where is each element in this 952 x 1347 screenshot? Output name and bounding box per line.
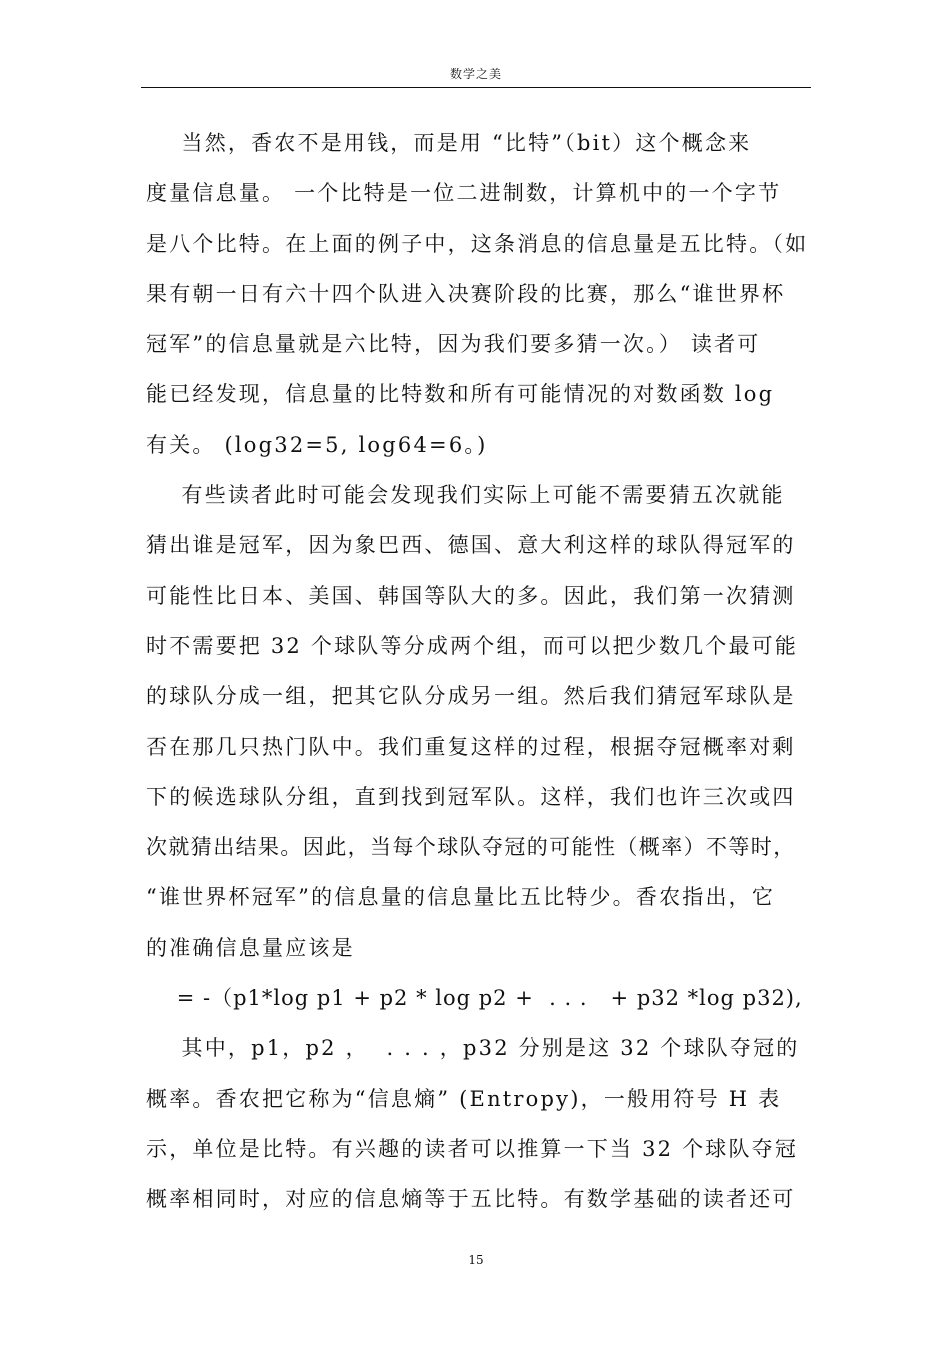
text-line: 的准确信息量应该是	[146, 935, 355, 960]
text-line: 可能性比日本、美国、韩国等队大的多。因此，我们第一次猜测	[146, 583, 796, 608]
text-line: 猜出谁是冠军，因为象巴西、德国、意大利这样的球队得冠军的	[146, 533, 796, 558]
page-number: 15	[468, 1253, 484, 1267]
text-line: 能已经发现，信息量的比特数和所有可能情况的对数函数 log	[146, 382, 775, 407]
text-line: 时不需要把 32 个球队等分成两个组，而可以把少数几个最可能	[146, 633, 799, 658]
text-line: 是八个比特。在上面的例子中，这条消息的信息量是五比特。（如	[146, 231, 809, 256]
text-line: “谁世界杯冠军”的信息量的信息量比五比特少。香农指出，它	[146, 885, 776, 910]
text-line: 果有朝一日有六十四个队进入决赛阶段的比赛，那么“谁世界杯	[146, 281, 786, 306]
body-text	[146, 118, 808, 1225]
text-line: 下的候选球队分组，直到找到冠军队。这样，我们也许三次或四	[146, 784, 796, 809]
text-line: 度量信息量。 一个比特是一位二进制数，计算机中的一个字节	[146, 181, 782, 206]
text-line: 冠军”的信息量就是六比特，因为我们要多猜一次。） 读者可	[146, 332, 761, 357]
header-rule	[141, 87, 811, 88]
text-line: 的球队分成一组，把其它队分成另一组。然后我们猜冠军球队是	[146, 684, 796, 709]
text-line: 概率相同时，对应的信息熵等于五比特。有数学基础的读者还可	[146, 1187, 796, 1212]
text-line: 当然，香农不是用钱，而是用 “比特”（bit）这个概念来	[146, 131, 752, 155]
text-line: 概率。香农把它称为“信息熵” (Entropy)，一般用符号 H 表	[146, 1086, 782, 1111]
text-line: 否在那几只热门队中。我们重复这样的过程，根据夺冠概率对剩	[146, 734, 796, 759]
text-line: 次就猜出结果。因此，当每个球队夺冠的可能性（概率）不等时，	[146, 835, 796, 860]
running-header: 数学之美	[449, 67, 502, 81]
text-line: 有些读者此时可能会发现我们实际上可能不需要猜五次就能	[146, 483, 785, 508]
text-line: 有关。 (log32=5, log64=6。)	[146, 432, 488, 457]
text-line: 其中，p1，p2 ， . . . ，p32 分别是这 32 个球队夺冠的	[146, 1036, 800, 1061]
text-line: 示，单位是比特。有兴趣的读者可以推算一下当 32 个球队夺冠	[146, 1136, 799, 1161]
entropy-formula: = -（p1*log p1 + p2 * log p2 + . . . + p32 *log p32),	[146, 986, 803, 1011]
